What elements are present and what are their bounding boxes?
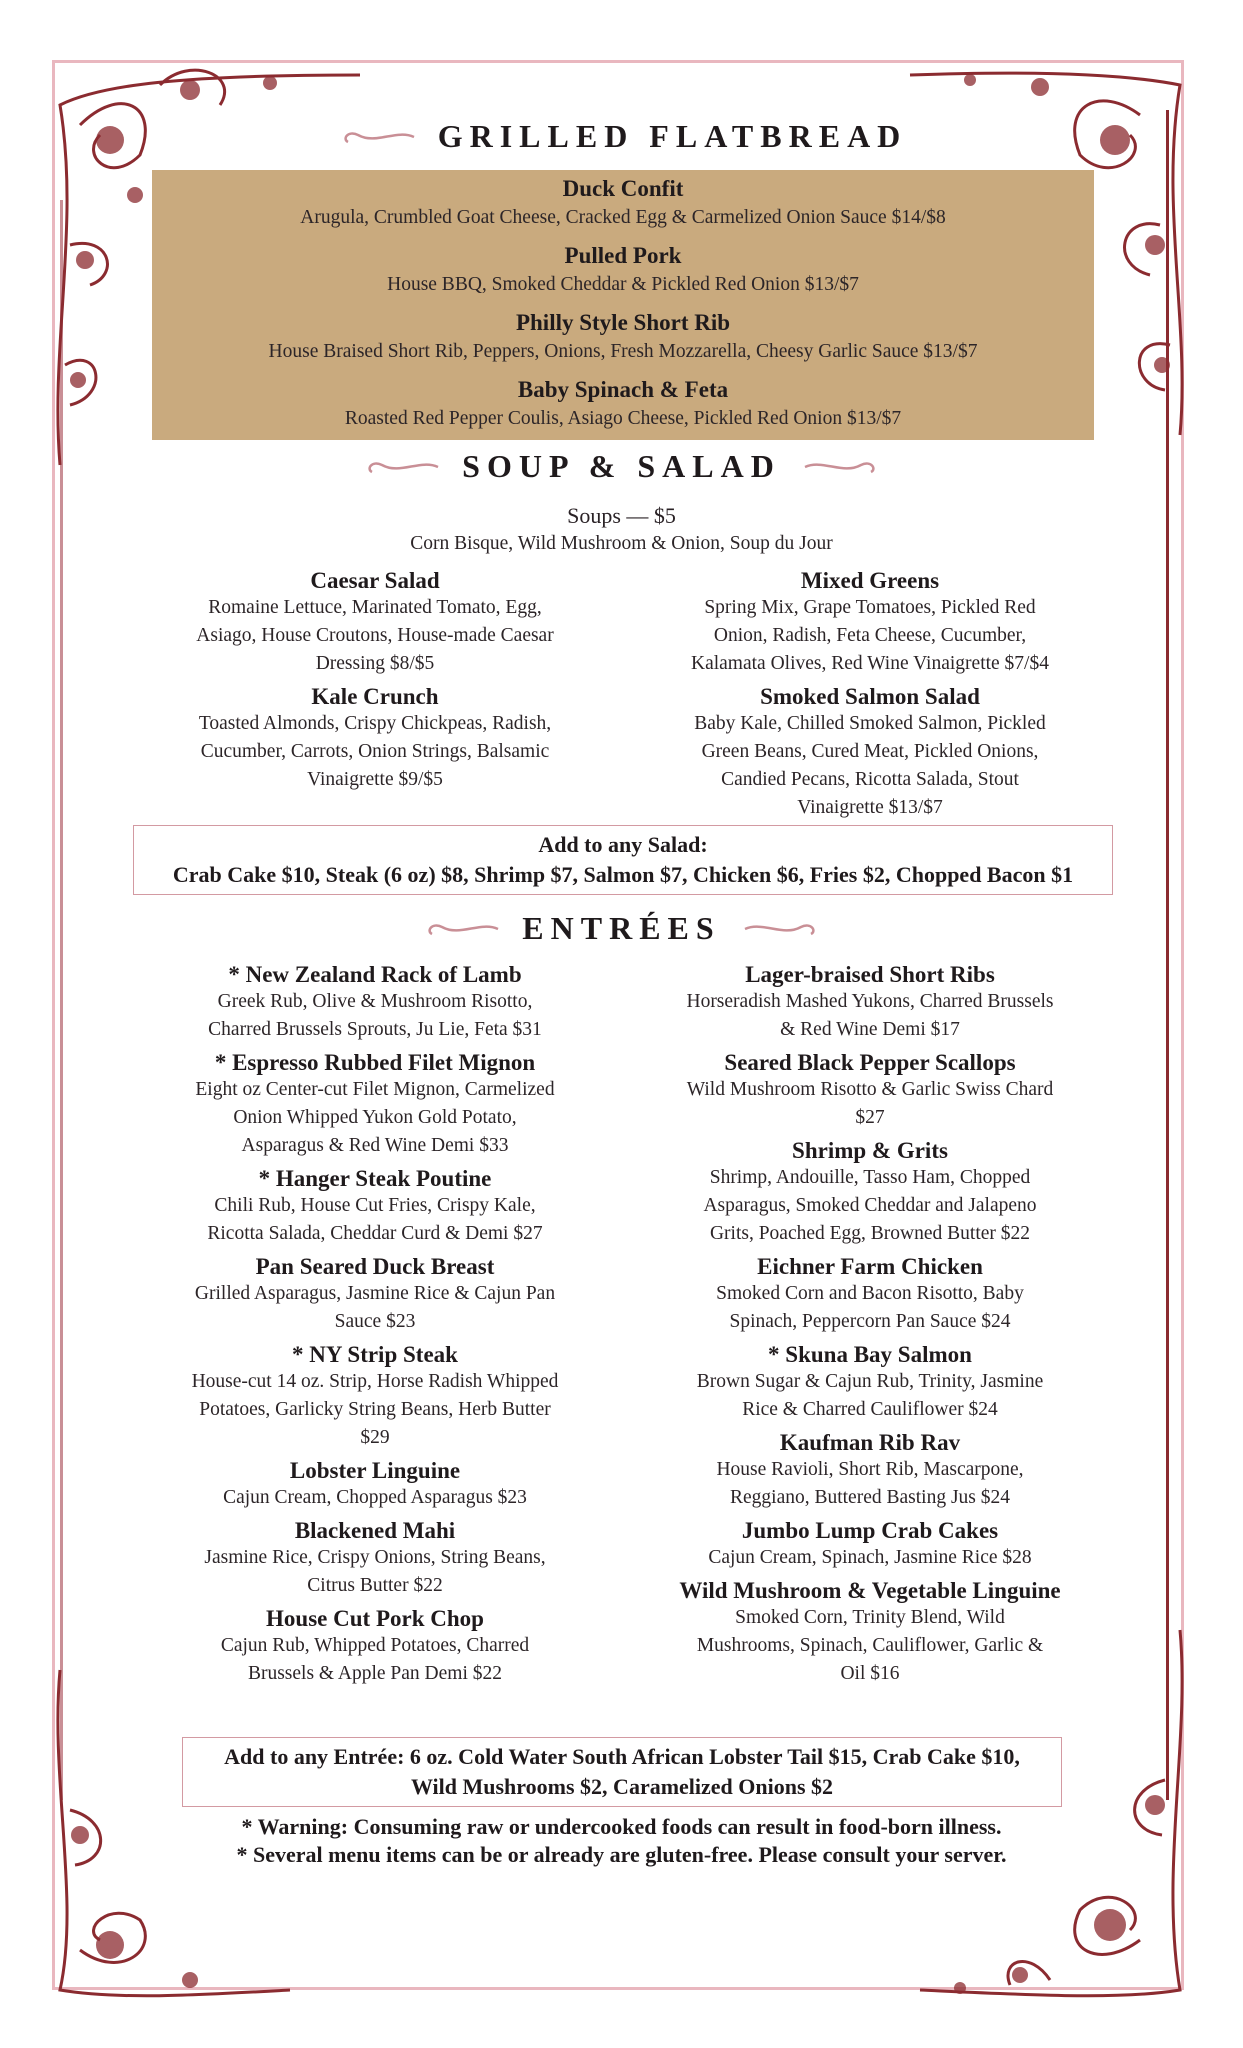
warning-raw-foods: * Warning: Consuming raw or undercooked foods can result in food-born illness. — [241, 1814, 1002, 1839]
salad-name: Caesar Salad — [310, 568, 440, 593]
entrees-title-text: ENTRÉES — [522, 910, 721, 946]
soups-desc: Corn Bisque, Wild Mushroom & Onion, Soup du Jour — [410, 533, 833, 554]
salad-desc-line: Romaine Lettuce, Marinated Tomato, Egg, — [208, 597, 542, 618]
salad-name: Mixed Greens — [800, 568, 940, 593]
entree-desc-line: Grilled Asparagus, Jasmine Rice & Cajun Pan — [194, 1283, 556, 1304]
entree-desc-line: Brussels & Apple Pan Demi $22 — [247, 1663, 503, 1684]
entree-desc-line: $29 — [360, 1427, 390, 1448]
soups-block — [0, 503, 1243, 558]
entree-name: * Espresso Rubbed Filet Mignon — [214, 1050, 536, 1075]
salad-left-column — [165, 568, 585, 794]
entree-desc-line: Greek Rub, Olive & Mushroom Risotto, — [217, 991, 533, 1012]
flatbread-section-title — [0, 118, 1243, 157]
soups-label: Soups — $5 — [567, 503, 676, 528]
entree-desc-line: Cajun Cream, Chopped Asparagus $23 — [223, 1487, 527, 1508]
salad-name: Kale Crunch — [311, 684, 439, 709]
flatbread-item-desc: Arugula, Crumbled Goat Cheese, Cracked Egg & Carmelized Onion Sauce $14/$8 — [300, 207, 946, 228]
entree-desc-line: Charred Brussels Sprouts, Ju Lie, Feta $31 — [208, 1019, 542, 1040]
entree-name: Lager-braised Short Ribs — [745, 962, 995, 987]
entrees-right-column — [650, 962, 1090, 1688]
entree-desc-line: Smoked Corn, Trinity Blend, Wild — [735, 1607, 1005, 1628]
flatbread-box — [152, 170, 1094, 440]
salad-desc-line: Baby Kale, Chilled Smoked Salmon, Pickled — [694, 713, 1046, 734]
entree-desc-line: Citrus Butter $22 — [307, 1575, 443, 1596]
soup-salad-title-text: SOUP & SALAD — [462, 448, 781, 484]
entree-addons-line: Wild Mushrooms $2, Caramelized Onions $2 — [410, 1774, 834, 1799]
entree-name: * Hanger Steak Poutine — [258, 1166, 492, 1191]
entree-desc-line: Wild Mushroom Risotto & Garlic Swiss Chard — [686, 1079, 1054, 1100]
salad-desc-line: Cucumber, Carrots, Onion Strings, Balsamic — [200, 741, 550, 762]
entree-desc-line: $27 — [855, 1107, 885, 1128]
flatbread-item-name: Duck Confit — [562, 176, 684, 201]
entree-name: Blackened Mahi — [294, 1518, 456, 1543]
entree-name: House Cut Pork Chop — [266, 1606, 484, 1631]
entree-desc-line: Eight oz Center-cut Filet Mignon, Carmelized — [195, 1079, 555, 1100]
entree-desc-line: Sauce $23 — [334, 1311, 416, 1332]
entree-desc-line: Spinach, Peppercorn Pan Sauce $24 — [729, 1311, 1011, 1332]
entree-name: Jumbo Lump Crab Cakes — [741, 1518, 999, 1543]
entree-name: * New Zealand Rack of Lamb — [228, 962, 522, 987]
salad-addons-label: Add to any Salad: — [538, 832, 708, 857]
swirl-right-icon — [743, 917, 823, 941]
entree-desc-line: Potatoes, Garlicky String Beans, Herb Butter — [199, 1399, 551, 1420]
entree-name: Lobster Linguine — [289, 1458, 461, 1483]
entree-desc-line: Chili Rub, House Cut Fries, Crispy Kale, — [214, 1195, 536, 1216]
swirl-left-icon — [360, 455, 440, 479]
entree-desc-line: Onion Whipped Yukon Gold Potato, — [233, 1107, 517, 1128]
entree-desc-line: Smoked Corn and Bacon Risotto, Baby — [716, 1283, 1024, 1304]
warning-gluten-free: * Several menu items can be or already are gluten-free. Please consult your server. — [236, 1842, 1007, 1867]
entree-desc-line: Horseradish Mashed Yukons, Charred Brussels — [686, 991, 1054, 1012]
flatbread-item-name: Philly Style Short Rib — [515, 310, 731, 335]
salad-desc-line: Green Beans, Cured Meat, Pickled Onions, — [701, 741, 1039, 762]
salad-desc-line: Spring Mix, Grape Tomatoes, Pickled Red — [704, 597, 1036, 618]
flatbread-item-name: Pulled Pork — [564, 243, 682, 268]
entree-name: * NY Strip Steak — [292, 1342, 458, 1367]
flatbread-item-desc: House Braised Short Rib, Peppers, Onions, Fresh Mozzarella, Cheesy Garlic Sauce $13/$7 — [268, 341, 978, 362]
entree-desc-line: Cajun Rub, Whipped Potatoes, Charred — [220, 1635, 530, 1656]
entree-addons-box — [182, 1737, 1062, 1807]
entree-name: Shrimp & Grits — [792, 1138, 948, 1163]
entree-desc-line: Mushrooms, Spinach, Cauliflower, Garlic & — [696, 1635, 1044, 1656]
salad-desc-line: Vinaigrette $9/$5 — [307, 769, 443, 790]
flatbread-item-name: Baby Spinach & Feta — [517, 377, 729, 402]
flatbread-item-desc: House BBQ, Smoked Cheddar & Pickled Red Onion $13/$7 — [387, 274, 859, 295]
entree-desc-line: House Ravioli, Short Rib, Mascarpone, — [716, 1459, 1024, 1480]
entree-desc-line: Rice & Charred Cauliflower $24 — [742, 1399, 998, 1420]
entree-desc-line: & Red Wine Demi $17 — [780, 1019, 960, 1040]
entree-name: Eichner Farm Chicken — [757, 1254, 983, 1279]
entree-desc-line: Asparagus & Red Wine Demi $33 — [241, 1135, 509, 1156]
flatbread-item-desc: Roasted Red Pepper Coulis, Asiago Cheese, Pickled Red Onion $13/$7 — [344, 408, 902, 429]
salad-desc-line: Vinaigrette $13/$7 — [797, 797, 943, 818]
salad-desc-line: Onion, Radish, Feta Cheese, Cucumber, — [713, 625, 1027, 646]
entree-desc-line: Asparagus, Smoked Cheddar and Jalapeno — [703, 1195, 1037, 1216]
salad-addons-box — [133, 825, 1113, 895]
salad-desc-line: Kalamata Olives, Red Wine Vinaigrette $7/$4 — [691, 653, 1049, 674]
salad-right-column — [660, 568, 1080, 822]
entree-desc-line: House-cut 14 oz. Strip, Horse Radish Whipped — [191, 1371, 559, 1392]
warnings-block — [0, 1814, 1243, 1868]
swirl-left-icon — [420, 917, 500, 941]
swirl-left-icon — [336, 125, 416, 149]
flatbread-title-text: GRILLED FLATBREAD — [437, 118, 908, 154]
entree-desc-line: Jasmine Rice, Crispy Onions, String Beans, — [204, 1547, 546, 1568]
salad-desc-line: Asiago, House Croutons, House-made Caesar — [196, 625, 554, 646]
entree-name: Kaufman Rib Rav — [779, 1430, 961, 1455]
swirl-right-icon — [803, 455, 883, 479]
salad-desc-line: Toasted Almonds, Crispy Chickpeas, Radish, — [198, 713, 552, 734]
salad-addons-items: Crab Cake $10, Steak (6 oz) $8, Shrimp $7, Salmon $7, Chicken $6, Fries $2, Chopped Bacon $1 — [172, 862, 1074, 887]
entree-name: Pan Seared Duck Breast — [255, 1254, 495, 1279]
salad-desc-line: Candied Pecans, Ricotta Salada, Stout — [721, 769, 1019, 790]
entree-desc-line: Reggiano, Buttered Basting Jus $24 — [729, 1487, 1011, 1508]
entree-desc-line: Cajun Cream, Spinach, Jasmine Rice $28 — [708, 1547, 1032, 1568]
entree-name: Wild Mushroom & Vegetable Linguine — [679, 1578, 1061, 1603]
soup-salad-section-title — [0, 448, 1243, 487]
salad-desc-line: Dressing $8/$5 — [315, 653, 435, 674]
entrees-section-title — [0, 910, 1243, 949]
entree-desc-line: Brown Sugar & Cajun Rub, Trinity, Jasmine — [696, 1371, 1044, 1392]
salad-name: Smoked Salmon Salad — [760, 684, 980, 709]
entree-name: * Skuna Bay Salmon — [768, 1342, 972, 1367]
entree-name: Seared Black Pepper Scallops — [724, 1050, 1016, 1075]
entree-desc-line: Oil $16 — [840, 1663, 900, 1684]
entree-desc-line: Ricotta Salada, Cheddar Curd & Demi $27 — [207, 1223, 543, 1244]
entree-desc-line: Shrimp, Andouille, Tasso Ham, Chopped — [709, 1167, 1031, 1188]
entree-addons-line: Add to any Entrée: 6 oz. Cold Water South African Lobster Tail $15, Crab Cake $10, — [224, 1744, 1020, 1769]
entrees-left-column — [150, 962, 600, 1688]
entree-desc-line: Grits, Poached Egg, Browned Butter $22 — [709, 1223, 1031, 1244]
